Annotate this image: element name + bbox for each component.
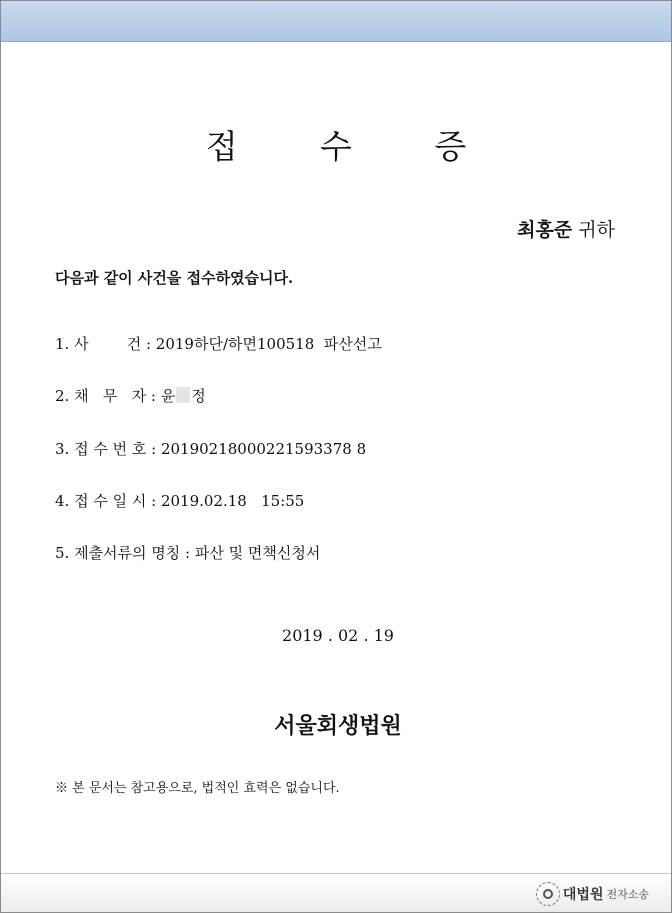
item-receipt-datetime bbox=[55, 490, 304, 511]
item-label: 3. 접 수 번 호 : bbox=[55, 440, 161, 458]
court-name: 서울회생법원 bbox=[274, 713, 402, 739]
item-label: 1. 사 건 : bbox=[55, 335, 156, 353]
item-value: 파산 및 면책신청서 bbox=[194, 544, 321, 562]
debtor-name-first: 윤 bbox=[160, 387, 176, 405]
item-value: 20190218000221593378 8 bbox=[160, 440, 367, 458]
item-document-name bbox=[55, 542, 320, 563]
footer-bar bbox=[1, 873, 671, 912]
window-header-bar bbox=[1, 1, 671, 42]
item-label: 4. 접 수 일 시 : bbox=[55, 492, 161, 510]
item-label: 5. 제출서류의 명칭 : bbox=[55, 544, 195, 562]
logo-sub-text: 전자소송 bbox=[606, 888, 649, 901]
item-case bbox=[55, 333, 382, 354]
document-title: 접 수 증 bbox=[205, 127, 503, 166]
supreme-court-logo[interactable] bbox=[536, 882, 649, 906]
recipient-suffix: 귀하 bbox=[578, 219, 615, 241]
recipient bbox=[517, 215, 615, 242]
item-receipt-number bbox=[55, 438, 366, 459]
recipient-name: 최홍준 bbox=[517, 219, 573, 241]
item-label: 2. 채 무 자 : bbox=[55, 387, 161, 405]
redacted-block bbox=[176, 387, 190, 403]
item-value: 2019.02.18 15:55 bbox=[160, 492, 305, 510]
notice-text: ※ 본 문서는 참고용으로, 법적인 효력은 없습니다. bbox=[55, 781, 340, 796]
debtor-name-last: 정 bbox=[191, 387, 206, 405]
court-emblem-icon bbox=[536, 882, 560, 906]
item-value: 2019하단/하면100518 파산선고 bbox=[155, 335, 382, 353]
item-debtor bbox=[55, 385, 206, 406]
issue-date: 2019 . 02 . 19 bbox=[282, 626, 394, 645]
intro-text: 다음과 같이 사건을 접수하였습니다. bbox=[55, 269, 294, 287]
logo-main-text: 대법원 bbox=[562, 887, 604, 903]
